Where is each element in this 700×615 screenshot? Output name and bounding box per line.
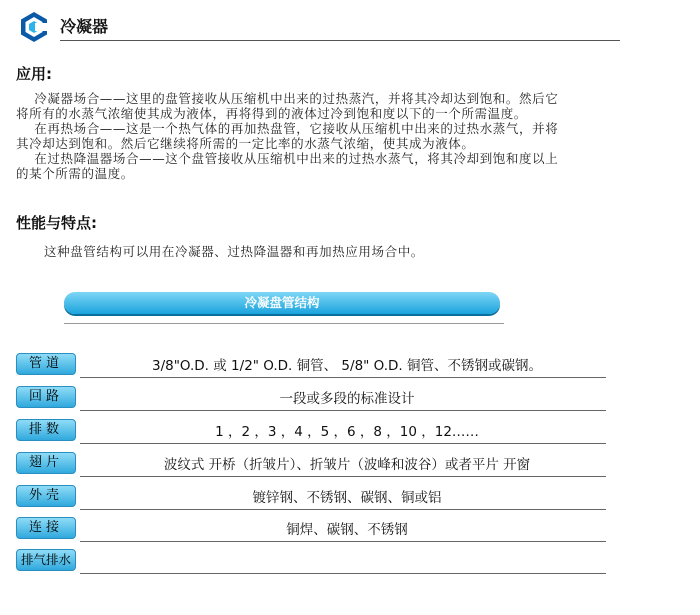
spec-value: 铜焊、碳钢、不锈钢 xyxy=(286,522,408,538)
features-heading: 性能与特点: xyxy=(16,214,97,232)
applications-line: 冷凝器场合——这里的盘管接收从压缩机中出来的过热蒸汽，并将其冷却达到饱和。然后它 xyxy=(16,91,559,106)
spec-row-fins xyxy=(16,451,606,477)
spec-label: 翅片 xyxy=(16,452,76,474)
spec-value: 镀锌钢、不锈钢、碳钢、铜或铝 xyxy=(252,490,442,506)
row-divider xyxy=(80,443,606,444)
applications-line: 在过热降温器场合——这个盘管接收从压缩机中出来的过热水蒸气，将其冷却到饱和度以上 xyxy=(16,151,559,166)
spec-row-circuit xyxy=(16,385,606,411)
banner-divider xyxy=(64,323,504,324)
spec-label: 回路 xyxy=(16,386,76,408)
row-divider xyxy=(80,476,606,477)
row-divider xyxy=(80,509,606,510)
spec-row-pipe xyxy=(16,352,606,378)
spec-value: 1 ，2 ，3 ，4 ，5 ，6 ，8 ，10 ，12…… xyxy=(215,424,479,440)
row-divider xyxy=(80,573,606,574)
spec-value: 3/8"O.D. 或 1/2" O.D. 铜管、 5/8" O.D. 铜管、不锈钢或碳钢。 xyxy=(151,358,543,374)
row-divider xyxy=(80,410,606,411)
applications-line: 其冷却达到饱和。然后它继续将所需的一定比率的水蒸气浓缩，使其成为液体。 xyxy=(16,136,475,151)
title-divider xyxy=(60,40,620,41)
spec-label: 连接 xyxy=(16,517,76,539)
page-title: 冷凝器 xyxy=(60,17,109,36)
applications-heading: 应用: xyxy=(16,65,52,83)
applications-line: 将所有的水蒸气浓缩使其成为液体，再将得到的液体过冷到饱和度以下的一个所需温度。 xyxy=(16,106,527,121)
spec-row-vent-drain xyxy=(16,548,606,574)
spec-label: 排气排水 xyxy=(16,549,76,571)
row-divider xyxy=(80,541,606,542)
spec-label: 管道 xyxy=(16,353,76,375)
row-divider xyxy=(80,377,606,378)
spec-value: 一段或多段的标准设计 xyxy=(279,391,415,407)
spec-row-rows xyxy=(16,418,606,444)
applications-line: 在再热场合——这是一个热气体的再加热盘管，它接收从压缩机中出来的过热水蒸气，并将 xyxy=(16,121,559,136)
structure-banner: 冷凝盘管结构 xyxy=(64,292,500,314)
spec-value: 波纹式 开桥（折皱片）、折皱片（波峰和波谷）或者平片 开窗 xyxy=(163,457,531,473)
applications-text xyxy=(16,91,686,181)
features-text: 这种盘管结构可以用在冷凝器、过热降温器和再加热应用场合中。 xyxy=(44,244,424,259)
spec-row-casing xyxy=(16,484,606,510)
logo-icon xyxy=(18,11,50,43)
spec-label: 排数 xyxy=(16,419,76,441)
applications-line: 的某个所需的温度。 xyxy=(16,166,134,181)
spec-row-connection xyxy=(16,516,606,542)
spec-label: 外壳 xyxy=(16,485,76,507)
